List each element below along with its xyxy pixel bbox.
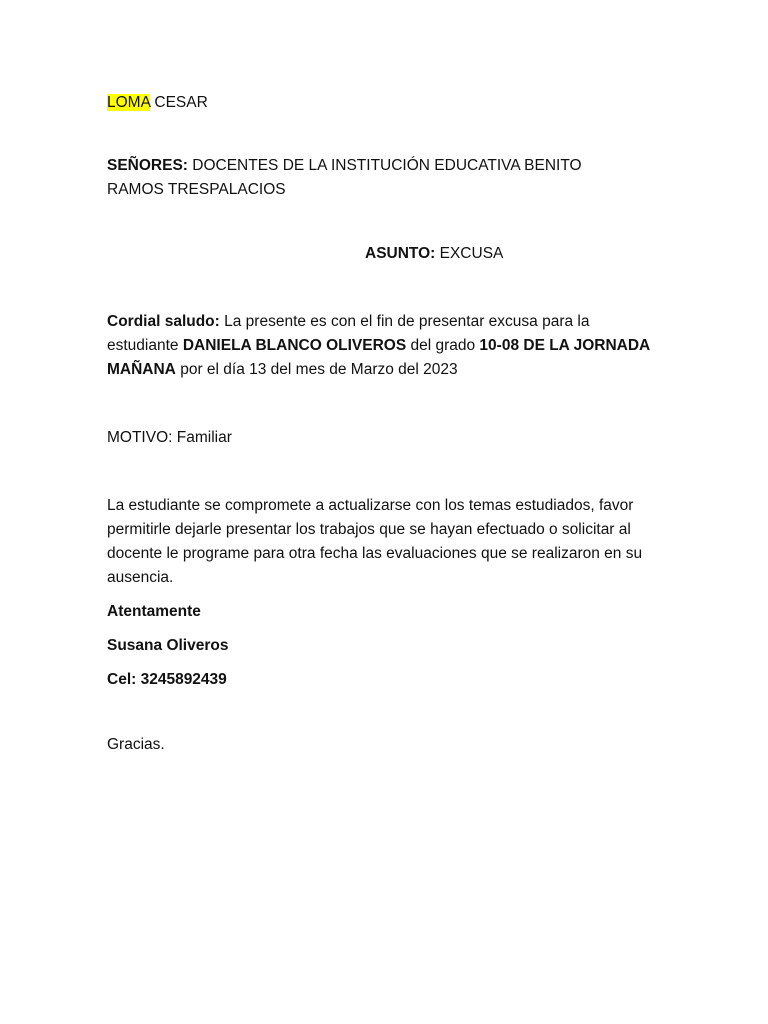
phone-line xyxy=(107,668,667,692)
place-highlighted: LOMA xyxy=(107,94,151,111)
motive-line: MOTIVO: Familiar xyxy=(107,429,232,446)
closing-line xyxy=(107,600,667,624)
commitment-paragraph: La estudiante se compromete a actualizarse con los temas estudiados, favor permitirle dejarle presentar los trabajos que se hayan efectuado o solicitar al docente le programe para otra fecha las evaluaciones que se realizaron en su ausencia. xyxy=(107,497,643,586)
place-rest: CESAR xyxy=(150,94,208,111)
body-part1: La presente es con el fin de presentar excusa para la estudiante xyxy=(107,313,590,354)
signer-name: Susana Oliveros xyxy=(107,637,229,654)
student-name: DANIELA BLANCO OLIVEROS xyxy=(182,337,407,354)
thanks-line: Gracias. xyxy=(107,736,165,753)
recipients-text: DOCENTES DE LA INSTITUCIÓN EDUCATIVA BENITO RAMOS TRESPALACIOS xyxy=(107,157,582,198)
body-part3: por el día 13 del mes de Marzo del 2023 xyxy=(175,361,458,378)
phone-number: Cel: 3245892439 xyxy=(107,671,227,688)
signer-line xyxy=(107,634,667,658)
greeting-label: Cordial saludo: xyxy=(107,313,220,330)
greeting-paragraph xyxy=(107,310,652,382)
recipients-label: SEÑORES: xyxy=(107,157,188,174)
subject-text: EXCUSA xyxy=(435,245,504,262)
subject-line xyxy=(365,242,665,266)
place-line xyxy=(107,91,667,115)
grade: 10-08 DE LA JORNADA MAÑANA xyxy=(107,337,650,378)
body-part2: del grado xyxy=(406,337,480,354)
recipients-line xyxy=(107,154,627,202)
closing-text: Atentamente xyxy=(107,603,201,620)
subject-label: ASUNTO: xyxy=(365,245,436,262)
